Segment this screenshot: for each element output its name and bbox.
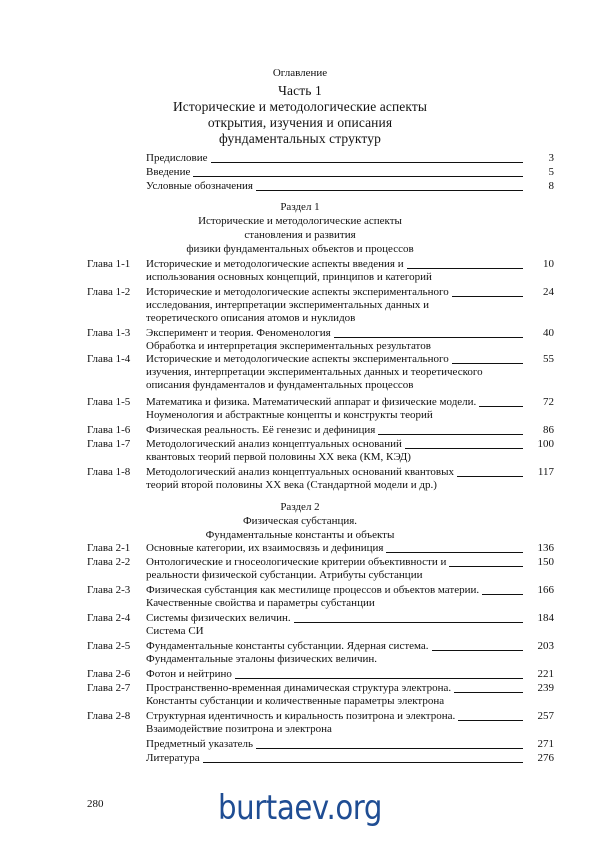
chapter-number: Глава 1-1 (87, 258, 131, 270)
chapter-number: Глава 2-7 (87, 682, 131, 694)
chapter-title-continuation: изучения, интерпретации экспериментальных данных и теоретического (146, 366, 483, 378)
chapter-title-continuation: Константы субстанции и количественные параметры электрона (146, 695, 445, 707)
chapter-number: Глава 1-5 (87, 396, 131, 408)
dot-leader (256, 748, 523, 749)
part-title-line: фундаментальных структур (219, 131, 381, 146)
page-ref: 3 (548, 152, 554, 164)
page-ref: 257 (537, 710, 554, 722)
entry-title: Литература (146, 752, 200, 764)
entry-title: Введение (146, 166, 191, 178)
chapter-number: Глава 1-7 (87, 438, 131, 450)
dot-leader (479, 406, 523, 407)
chapter-title: Методологический анализ концептуальных оснований квантовых (146, 466, 455, 478)
chapter-number: Глава 1-8 (87, 466, 131, 478)
chapter-title-continuation: Взаимодействие позитрона и электрона (146, 723, 332, 735)
section1-title-line: физики фундаментальных объектов и процессов (186, 243, 414, 255)
chapter-title: Эксперимент и теория. Феноменология (146, 327, 331, 339)
chapter-title-continuation: Система СИ (146, 625, 204, 637)
chapter-title-continuation: теоретического описания атомов и нуклидов (146, 312, 356, 324)
section1-label: Раздел 1 (280, 201, 320, 213)
dot-leader (458, 720, 523, 721)
chapter-title: Исторические и методологические аспекты экспериментального (146, 353, 449, 365)
chapter-title: Системы физических величин. (146, 612, 291, 624)
dot-leader (452, 296, 523, 297)
chapter-number: Глава 2-4 (87, 612, 131, 624)
entry-title: Предисловие (146, 152, 208, 164)
chapter-title-continuation: Ноуменология и абстрактные концепты и конструкты теорий (146, 409, 433, 421)
contents-heading: Оглавление (272, 67, 328, 79)
section2-title-line: Фундаментальные константы и объекты (205, 529, 395, 541)
page-ref: 86 (543, 424, 554, 436)
dot-leader (407, 268, 523, 269)
chapter-number: Глава 2-2 (87, 556, 131, 568)
page-ref: 184 (537, 612, 554, 624)
page-number: 280 (87, 798, 104, 810)
dot-leader (193, 176, 523, 177)
section2-label: Раздел 2 (280, 501, 320, 513)
dot-leader (211, 162, 524, 163)
chapter-number: Глава 1-4 (87, 353, 131, 365)
page-ref: 40 (543, 327, 554, 339)
page-ref: 166 (537, 584, 554, 596)
chapter-title: Онтологические и гносеологические критерии объективности и (146, 556, 447, 568)
dot-leader (454, 692, 523, 693)
page-ref: 55 (543, 353, 554, 365)
page-ref: 10 (543, 258, 554, 270)
chapter-title: Фундаментальные константы субстанции. Ядерная система. (146, 640, 429, 652)
watermark-logo: burtaev.org (217, 788, 383, 828)
dot-leader (452, 363, 523, 364)
chapter-title: Исторические и методологические аспекты экспериментального (146, 286, 449, 298)
chapter-title: Методологический анализ концептуальных оснований (146, 438, 402, 450)
chapter-title-continuation: квантовых теорий первой половины XX века (КМ, КЭД) (146, 451, 411, 463)
dot-leader (405, 448, 523, 449)
chapter-number: Глава 1-2 (87, 286, 131, 298)
chapter-title: Фотон и нейтрино (146, 668, 232, 680)
page-ref: 100 (537, 438, 554, 450)
chapter-title: Физическая реальность. Её генезис и дефиниция (146, 424, 376, 436)
dot-leader (432, 650, 523, 651)
dot-leader (334, 337, 523, 338)
chapter-number: Глава 1-3 (87, 327, 131, 339)
chapter-number: Глава 1-6 (87, 424, 131, 436)
chapter-title-continuation: описания фундаменталов и фундаментальных процессов (146, 379, 414, 391)
dot-leader (294, 622, 523, 623)
page-ref: 150 (537, 556, 554, 568)
chapter-number: Глава 2-5 (87, 640, 131, 652)
page-ref: 136 (537, 542, 554, 554)
chapter-title-continuation: реальности физической субстанции. Атрибуты субстанции (146, 569, 423, 581)
chapter-title: Математика и физика. Математический аппарат и физические модели. (146, 396, 477, 408)
dot-leader (203, 762, 523, 763)
dot-leader (386, 552, 523, 553)
chapter-title: Физическая субстанция как местилище процессов и объектов материи. (146, 584, 480, 596)
page-ref: 276 (537, 752, 554, 764)
entry-title: Предметный указатель (146, 738, 254, 750)
page-ref: 72 (543, 396, 554, 408)
part-title-line: Исторические и методологические аспекты (172, 99, 428, 114)
page-ref: 239 (537, 682, 554, 694)
part-title-line: открытия, изучения и описания (207, 115, 393, 130)
section1-title-line: становления и развития (244, 229, 356, 241)
entry-title: Условные обозначения (146, 180, 253, 192)
chapter-title: Исторические и методологические аспекты введения и (146, 258, 404, 270)
section2-title-line: Физическая субстанция. (242, 515, 358, 527)
chapter-title-continuation: использования основных концепций, принципов и категорий (146, 271, 432, 283)
dot-leader (378, 434, 523, 435)
chapter-number: Глава 2-3 (87, 584, 131, 596)
chapter-number: Глава 2-8 (87, 710, 131, 722)
chapter-title-continuation: Фундаментальные эталоны физических величин. (146, 653, 378, 665)
chapter-number: Глава 2-1 (87, 542, 131, 554)
page-ref: 271 (537, 738, 554, 750)
chapter-title-continuation: исследования, интерпретации экспериментальных данных и (146, 299, 429, 311)
page-ref: 221 (537, 668, 554, 680)
chapter-title: Структурная идентичность и киральность позитрона и электрона. (146, 710, 456, 722)
page-ref: 5 (548, 166, 554, 178)
dot-leader (457, 476, 523, 477)
chapter-title-continuation: теорий второй половины XX века (Стандартной модели и др.) (146, 479, 437, 491)
chapter-title: Основные категории, их взаимосвязь и дефиниция (146, 542, 384, 554)
chapter-title-continuation: Обработка и интерпретация экспериментальных результатов (146, 340, 431, 352)
page-ref: 24 (543, 286, 554, 298)
chapter-title: Пространственно-временная динамическая структура электрона. (146, 682, 452, 694)
dot-leader (449, 566, 523, 567)
dot-leader (235, 678, 523, 679)
chapter-number: Глава 2-6 (87, 668, 131, 680)
section1-title-line: Исторические и методологические аспекты (198, 215, 402, 227)
page-ref: 8 (548, 180, 554, 192)
page-ref: 203 (537, 640, 554, 652)
dot-leader (256, 190, 523, 191)
page-ref: 117 (537, 466, 554, 478)
part-heading: Часть 1 (278, 83, 322, 98)
chapter-title-continuation: Качественные свойства и параметры субстанции (146, 597, 375, 609)
dot-leader (482, 594, 523, 595)
